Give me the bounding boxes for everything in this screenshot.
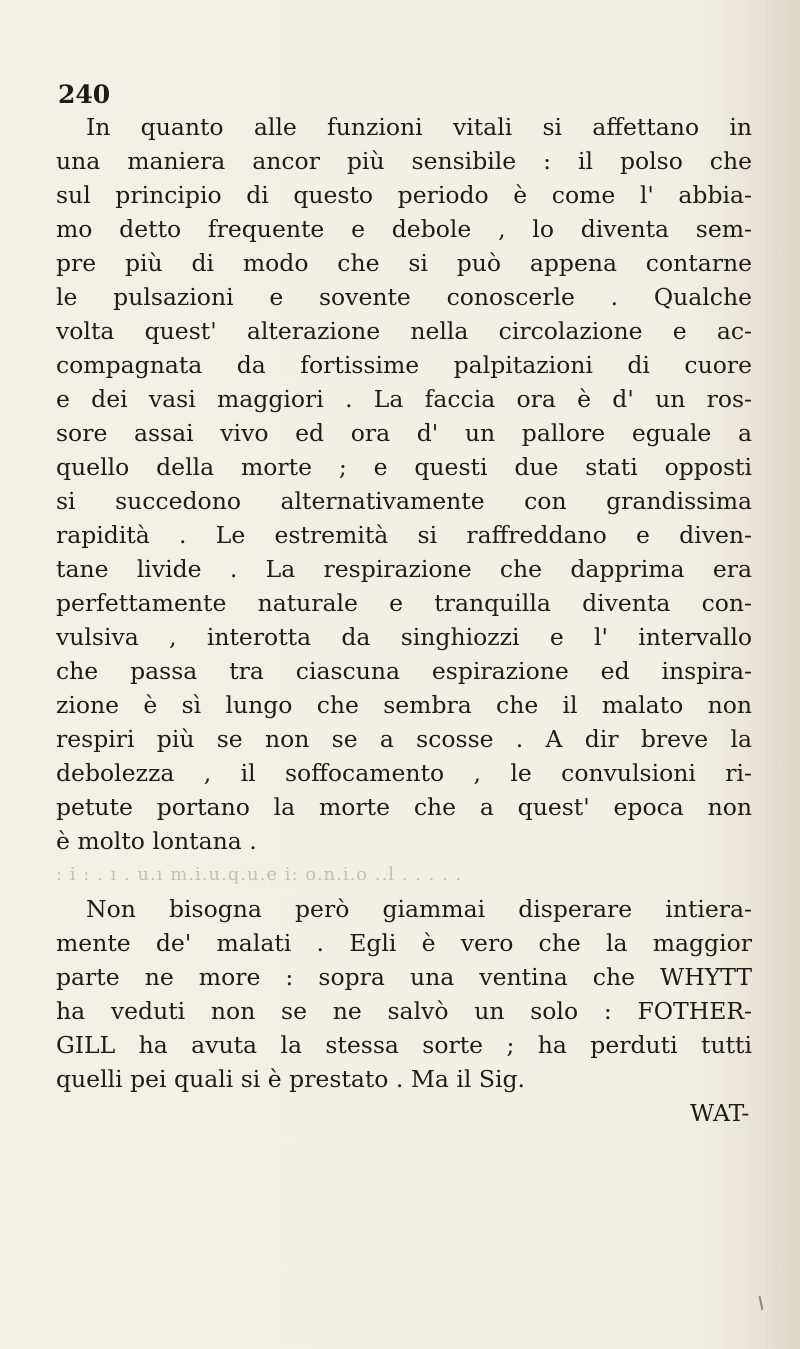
text-line: e dei vasi maggiori . La faccia ora è d' un ros- — [56, 385, 752, 413]
text-line: pre più di modo che si può appena contarne — [56, 249, 752, 277]
text-line: vulsiva , interotta da singhiozzi e l' intervallo — [56, 623, 752, 651]
show-through-line: : i : . ı . u.ı m.i.u.q.u.e i: o.n.i.o ..l . . . . . — [56, 864, 463, 885]
paragraph-line: quelli pei quali si è prestato . Ma il Sig. — [56, 1065, 526, 1093]
text-line: è molto lontana . — [56, 827, 257, 855]
text-line: zione è sì lungo che sembra che il malato non — [56, 691, 752, 719]
text-line: petute portano la morte che a quest' epoca non — [56, 793, 752, 821]
text-line: respiri più se non se a scosse . A dir breve la — [56, 725, 752, 753]
paragraph-line: GILL ha avuta la stessa sorte ; ha perduti tutti — [56, 1031, 752, 1059]
text-line: mo detto frequente e debole , lo diventa sem- — [56, 215, 752, 243]
text-line: compagnata da fortissime palpitazioni di cuore — [56, 351, 752, 379]
paragraph-line: parte ne more : sopra una ventina che WHYTT — [56, 963, 752, 991]
text-line: In quanto alle funzioni vitali si affettano in — [86, 113, 752, 141]
text-line: tane livide . La respirazione che dapprima era — [56, 555, 752, 583]
text-line: sore assai vivo ed ora d' un pallore eguale a — [56, 419, 752, 447]
text-line: una maniera ancor più sensibile : il polso che — [56, 147, 752, 175]
text-line: si succedono alternativamente con grandissima — [56, 487, 752, 515]
text-line: perfettamente naturale e tranquilla diventa con- — [56, 589, 752, 617]
text-line: che passa tra ciascuna espirazione ed inspira- — [56, 657, 752, 685]
paragraph-line: Non bisogna però giammai disperare intiera- — [86, 895, 752, 923]
text-line: sul principio di questo periodo è come l' abbia- — [56, 181, 752, 209]
text-line: quello della morte ; e questi due stati opposti — [56, 453, 752, 481]
catchword: WAT- — [690, 1099, 750, 1127]
text-line: debolezza , il soffocamento , le convulsioni ri- — [56, 759, 752, 787]
text-line: le pulsazioni e sovente conoscerle . Qualche — [56, 283, 752, 311]
paragraph-line: ha veduti non se ne salvò un solo : FOTHER- — [56, 997, 752, 1025]
page-number: 240 — [58, 80, 111, 109]
text-line: rapidità . Le estremità si raffreddano e diven- — [56, 521, 752, 549]
text-line: volta quest' alterazione nella circolazione e ac- — [56, 317, 752, 345]
paragraph-line: mente de' malati . Egli è vero che la maggior — [56, 929, 752, 957]
margin-mark — [759, 1296, 764, 1310]
